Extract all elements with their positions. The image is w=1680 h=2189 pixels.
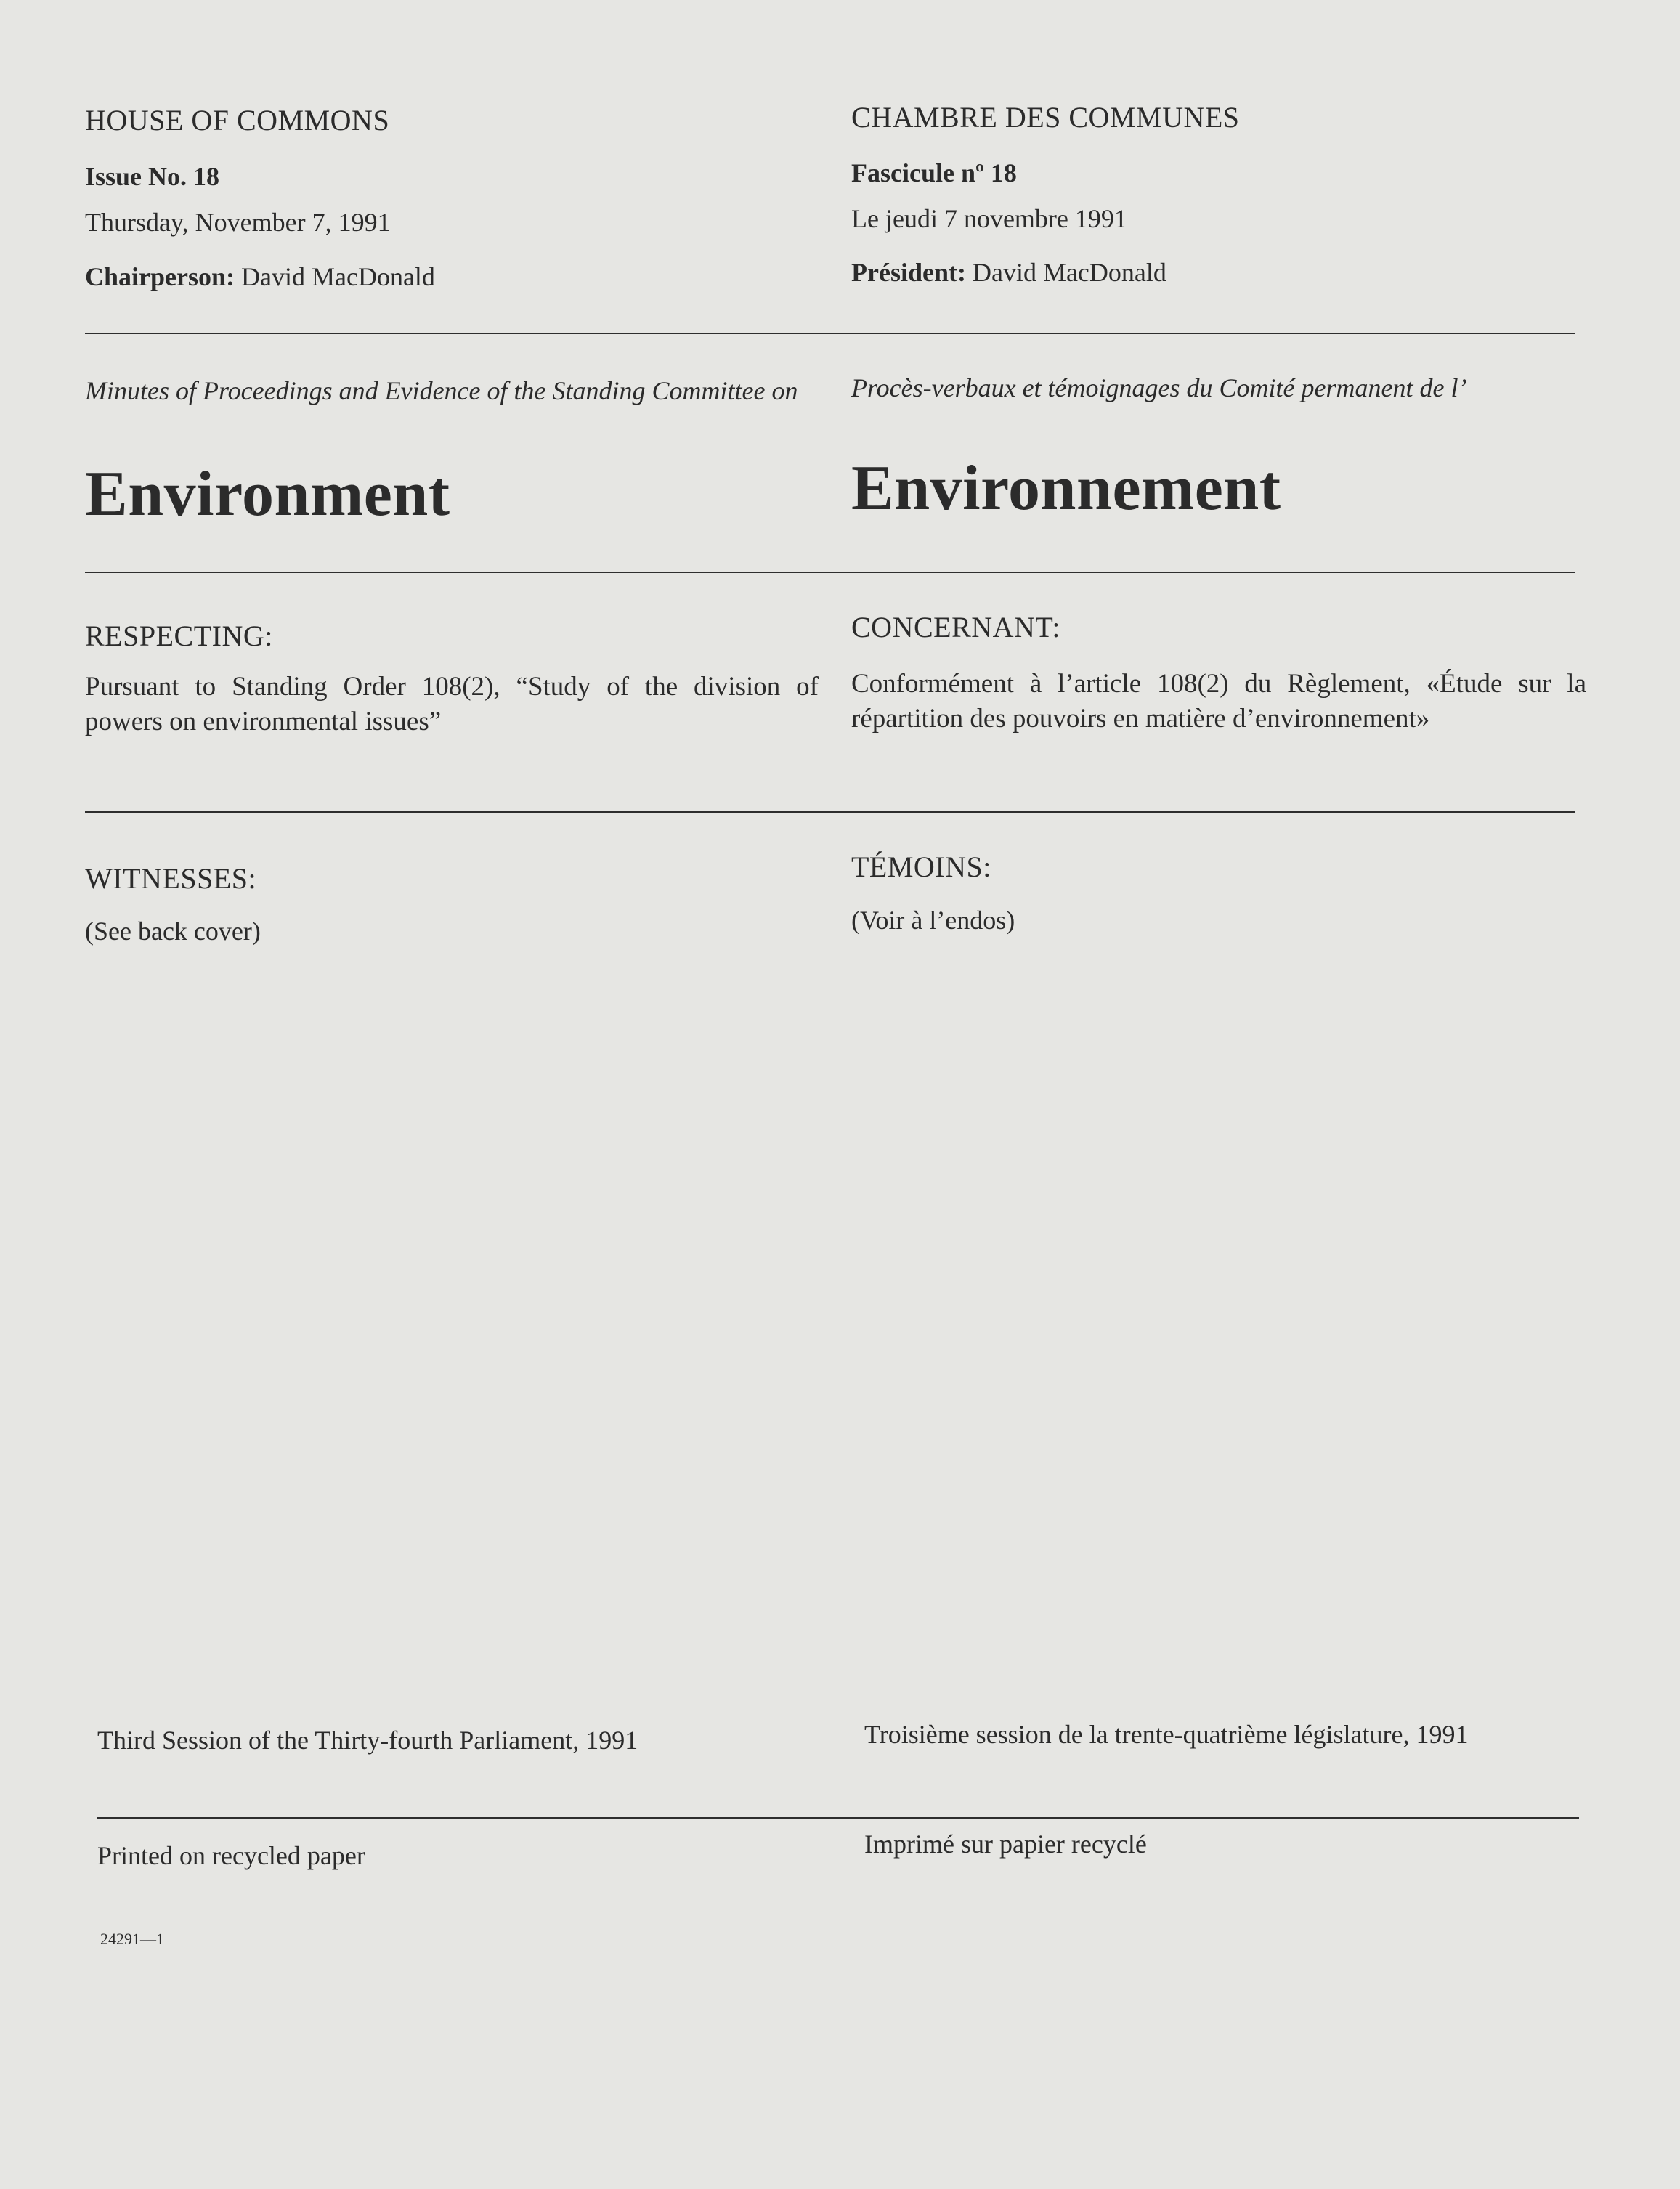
chairperson-en [85,261,435,292]
house-title-en: HOUSE OF COMMONS [85,104,390,137]
committee-title-en: Environment [85,459,450,529]
minutes-heading-en: Minutes of Proceedings and Evidence of the Standing Committee on [85,376,798,405]
respecting-label-fr: CONCERNANT: [851,611,1060,643]
minutes-heading-fr: Procès-verbaux et témoignages du Comité permanent de l’ [851,373,1467,402]
witnesses-label-en: WITNESSES: [85,862,257,895]
chairperson-label-fr: Président: [851,258,966,287]
issue-number-en: Issue No. 18 [85,162,220,191]
divider-session [97,1817,1579,1819]
respecting-text-fr: Conformément à l’article 108(2) du Règlement, «Étude sur la répartition des pouvoirs en matière d’environnement» [851,669,1586,734]
divider-header [85,333,1575,334]
session-en: Third Session of the Thirty-fourth Parliament, 1991 [97,1726,638,1755]
committee-title-fr: Environnement [851,453,1281,524]
divider-respecting [85,811,1575,813]
chairperson-label-en: Chairperson: [85,262,235,291]
printed-note-en: Printed on recycled paper [97,1841,365,1870]
chairperson-name-en: David MacDonald [241,262,435,291]
printed-note-fr: Imprimé sur papier recyclé [864,1829,1147,1859]
respecting-text-en: Pursuant to Standing Order 108(2), “Study of the division of powers on environmental issues” [85,672,819,736]
witnesses-text-fr: (Voir à l’endos) [851,906,1015,935]
chairperson-name-fr: David MacDonald [972,258,1166,287]
witnesses-label-fr: TÉMOINS: [851,850,991,883]
house-title-fr: CHAMBRE DES COMMUNES [851,101,1240,134]
print-code: 24291—1 [100,1930,164,1948]
issue-number-fr: Fascicule nº 18 [851,158,1017,187]
meeting-date-en: Thursday, November 7, 1991 [85,208,391,237]
witnesses-text-en: (See back cover) [85,917,261,946]
respecting-label-en: RESPECTING: [85,620,273,652]
meeting-date-fr: Le jeudi 7 novembre 1991 [851,204,1127,233]
chairperson-fr [851,257,1166,288]
divider-title [85,572,1575,573]
session-fr: Troisième session de la trente-quatrième législature, 1991 [864,1720,1469,1749]
